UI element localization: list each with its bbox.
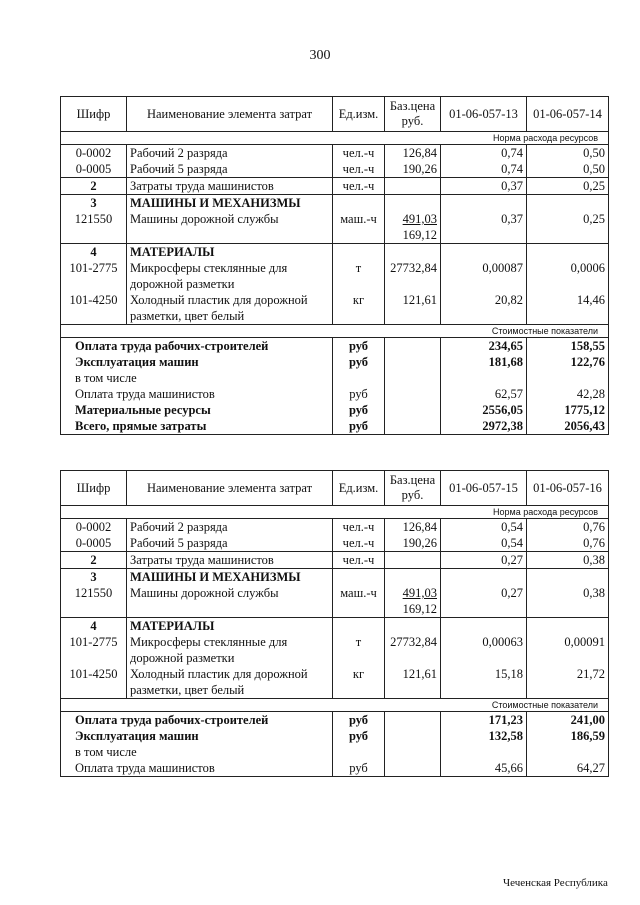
summary-value-1: 45,66 [441, 760, 527, 777]
table-row [61, 569, 609, 586]
summary-value-2: 241,00 [527, 712, 609, 729]
header-unit: Ед.изм. [333, 471, 385, 506]
row-price [385, 552, 441, 569]
row-value-1: 0,54 [441, 519, 527, 536]
table-row [61, 552, 609, 569]
cost-subheader [61, 699, 609, 712]
summary-value-2: 42,28 [527, 386, 609, 402]
summary-row [61, 338, 609, 355]
norm-subheader [61, 132, 609, 145]
page-number: 300 [309, 48, 331, 63]
summary-value-2: 122,76 [527, 354, 609, 370]
summary-value-1: 181,68 [441, 354, 527, 370]
row-code: 101-4250 [61, 666, 127, 699]
summary-label: Всего, прямые затраты [61, 418, 333, 435]
resource-table-1 [60, 96, 609, 435]
row-unit: чел.-ч [333, 552, 385, 569]
header-price: Баз.цена руб. [385, 97, 441, 132]
row-name: МАТЕРИАЛЫ [127, 618, 333, 635]
header-code: Шифр [61, 97, 127, 132]
norm-subheader [61, 506, 609, 519]
row-name: Рабочий 2 разряда [127, 145, 333, 162]
row-unit: кг [333, 292, 385, 325]
row-unit: кг [333, 666, 385, 699]
row-value-1: 0,54 [441, 535, 527, 552]
row-code: 2 [61, 552, 127, 569]
summary-unit: руб [333, 402, 385, 418]
summary-value-2: 2056,43 [527, 418, 609, 435]
resource-table-2 [60, 470, 609, 777]
table-row [61, 618, 609, 635]
summary-label: Оплата труда рабочих-строителей [61, 712, 333, 729]
name-line-1: Холодный пластик для дорожной [130, 667, 308, 681]
row-name: МАШИНЫ И МЕХАНИЗМЫ [127, 195, 333, 212]
header-name: Наименование элемента затрат [127, 97, 333, 132]
row-unit: чел.-ч [333, 519, 385, 536]
table-row [61, 292, 609, 325]
row-price: 190,26 [385, 161, 441, 178]
row-code: 121550 [61, 585, 127, 618]
summary-value-1: 62,57 [441, 386, 527, 402]
summary-unit: руб [333, 728, 385, 744]
row-value-2: 0,38 [527, 585, 609, 618]
row-price [385, 585, 441, 618]
table-header-row [61, 471, 609, 506]
row-price: 126,84 [385, 519, 441, 536]
row-value-2: 0,38 [527, 552, 609, 569]
row-value-1: 0,27 [441, 552, 527, 569]
row-name: Рабочий 5 разряда [127, 161, 333, 178]
summary-row [61, 744, 609, 760]
row-price: 121,61 [385, 292, 441, 325]
row-value-1: 0,37 [441, 211, 527, 244]
row-price: 121,61 [385, 666, 441, 699]
row-unit: чел.-ч [333, 145, 385, 162]
row-price: 27732,84 [385, 634, 441, 666]
row-value-2: 0,50 [527, 161, 609, 178]
price-line-1: 491,03 [402, 212, 437, 226]
row-code: 121550 [61, 211, 127, 244]
name-line-2: дорожной разметки [130, 651, 235, 665]
summary-unit: руб [333, 418, 385, 435]
table-row [61, 260, 609, 292]
table-row [61, 178, 609, 195]
summary-row [61, 386, 609, 402]
name-line-1: Микросферы стеклянные для [130, 261, 288, 275]
row-name: МАТЕРИАЛЫ [127, 244, 333, 261]
row-name: Рабочий 5 разряда [127, 535, 333, 552]
row-value-2: 0,50 [527, 145, 609, 162]
header-price: Баз.цена руб. [385, 471, 441, 506]
summary-label: Материальные ресурсы [61, 402, 333, 418]
price-line-2: 169,12 [402, 228, 437, 242]
table-row [61, 195, 609, 212]
summary-unit: руб [333, 386, 385, 402]
row-value-1: 0,00087 [441, 260, 527, 292]
table-row [61, 145, 609, 162]
row-code: 3 [61, 195, 127, 212]
price-line-1: 491,03 [402, 586, 437, 600]
summary-row [61, 370, 609, 386]
summary-row [61, 760, 609, 777]
summary-unit: руб [333, 712, 385, 729]
row-code: 0-0005 [61, 535, 127, 552]
summary-value-1: 132,58 [441, 728, 527, 744]
row-price [385, 211, 441, 244]
row-name: Машины дорожной службы [127, 585, 333, 618]
table-row [61, 244, 609, 261]
summary-row [61, 354, 609, 370]
norm-label: Норма расхода ресурсов [61, 506, 609, 519]
row-code: 101-2775 [61, 634, 127, 666]
row-unit: чел.-ч [333, 535, 385, 552]
cost-label: Стоимостные показатели [61, 325, 609, 338]
row-price: 190,26 [385, 535, 441, 552]
row-value-2: 21,72 [527, 666, 609, 699]
header-code: Шифр [61, 471, 127, 506]
summary-label: в том числе [61, 744, 333, 760]
summary-value-2: 1775,12 [527, 402, 609, 418]
row-code: 4 [61, 244, 127, 261]
summary-unit: руб [333, 338, 385, 355]
row-value-2: 0,25 [527, 211, 609, 244]
header-col1: 01-06-057-15 [441, 471, 527, 506]
row-name: Затраты труда машинистов [127, 178, 333, 195]
row-value-1: 20,82 [441, 292, 527, 325]
table-row [61, 161, 609, 178]
row-name [127, 634, 333, 666]
row-value-2: 0,76 [527, 519, 609, 536]
row-value-2: 0,25 [527, 178, 609, 195]
summary-value-1: 171,23 [441, 712, 527, 729]
name-line-1: Холодный пластик для дорожной [130, 293, 308, 307]
row-name [127, 666, 333, 699]
summary-unit: руб [333, 760, 385, 777]
row-name: Рабочий 2 разряда [127, 519, 333, 536]
row-value-1: 0,74 [441, 161, 527, 178]
header-col2: 01-06-057-16 [527, 471, 609, 506]
row-code: 101-4250 [61, 292, 127, 325]
summary-value-1: 234,65 [441, 338, 527, 355]
summary-row [61, 418, 609, 435]
header-col2: 01-06-057-14 [527, 97, 609, 132]
cost-label: Стоимостные показатели [61, 699, 609, 712]
row-unit: чел.-ч [333, 161, 385, 178]
row-name [127, 260, 333, 292]
row-name: Машины дорожной службы [127, 211, 333, 244]
row-price: 126,84 [385, 145, 441, 162]
row-value-2: 0,76 [527, 535, 609, 552]
row-code: 3 [61, 569, 127, 586]
row-code: 0-0002 [61, 519, 127, 536]
summary-label: Оплата труда рабочих-строителей [61, 338, 333, 355]
row-unit: маш.-ч [333, 211, 385, 244]
summary-value-1: 2972,38 [441, 418, 527, 435]
summary-label: Эксплуатация машин [61, 354, 333, 370]
row-value-2: 0,00091 [527, 634, 609, 666]
row-code: 0-0005 [61, 161, 127, 178]
row-unit: т [333, 634, 385, 666]
row-name: Затраты труда машинистов [127, 552, 333, 569]
row-value-2: 14,46 [527, 292, 609, 325]
table-row [61, 211, 609, 244]
row-value-1: 0,74 [441, 145, 527, 162]
summary-row [61, 402, 609, 418]
row-price: 27732,84 [385, 260, 441, 292]
name-line-1: Микросферы стеклянные для [130, 635, 288, 649]
summary-value-2: 64,27 [527, 760, 609, 777]
row-unit: т [333, 260, 385, 292]
name-line-2: разметки, цвет белый [130, 309, 245, 323]
row-code: 0-0002 [61, 145, 127, 162]
row-code: 4 [61, 618, 127, 635]
header-name: Наименование элемента затрат [127, 471, 333, 506]
row-value-1: 0,00063 [441, 634, 527, 666]
summary-label: в том числе [61, 370, 333, 386]
row-unit: маш.-ч [333, 585, 385, 618]
norm-label: Норма расхода ресурсов [61, 132, 609, 145]
price-line-2: 169,12 [402, 602, 437, 616]
summary-row [61, 728, 609, 744]
row-value-1: 0,27 [441, 585, 527, 618]
row-code: 101-2775 [61, 260, 127, 292]
summary-label: Эксплуатация машин [61, 728, 333, 744]
header-col1: 01-06-057-13 [441, 97, 527, 132]
summary-label: Оплата труда машинистов [61, 386, 333, 402]
table-row [61, 666, 609, 699]
row-unit: чел.-ч [333, 178, 385, 195]
table-row [61, 634, 609, 666]
cost-subheader [61, 325, 609, 338]
table-row [61, 585, 609, 618]
row-code: 2 [61, 178, 127, 195]
row-value-1: 0,37 [441, 178, 527, 195]
table-header-row [61, 97, 609, 132]
footer-region: Чеченская Республика [503, 877, 608, 889]
summary-value-2: 158,55 [527, 338, 609, 355]
summary-value-2: 186,59 [527, 728, 609, 744]
summary-value-1: 2556,05 [441, 402, 527, 418]
name-line-2: разметки, цвет белый [130, 683, 245, 697]
name-line-2: дорожной разметки [130, 277, 235, 291]
summary-label: Оплата труда машинистов [61, 760, 333, 777]
summary-unit: руб [333, 354, 385, 370]
row-name [127, 292, 333, 325]
summary-row [61, 712, 609, 729]
row-name: МАШИНЫ И МЕХАНИЗМЫ [127, 569, 333, 586]
row-value-1: 15,18 [441, 666, 527, 699]
header-unit: Ед.изм. [333, 97, 385, 132]
table-row [61, 519, 609, 536]
row-value-2: 0,0006 [527, 260, 609, 292]
table-row [61, 535, 609, 552]
row-price [385, 178, 441, 195]
